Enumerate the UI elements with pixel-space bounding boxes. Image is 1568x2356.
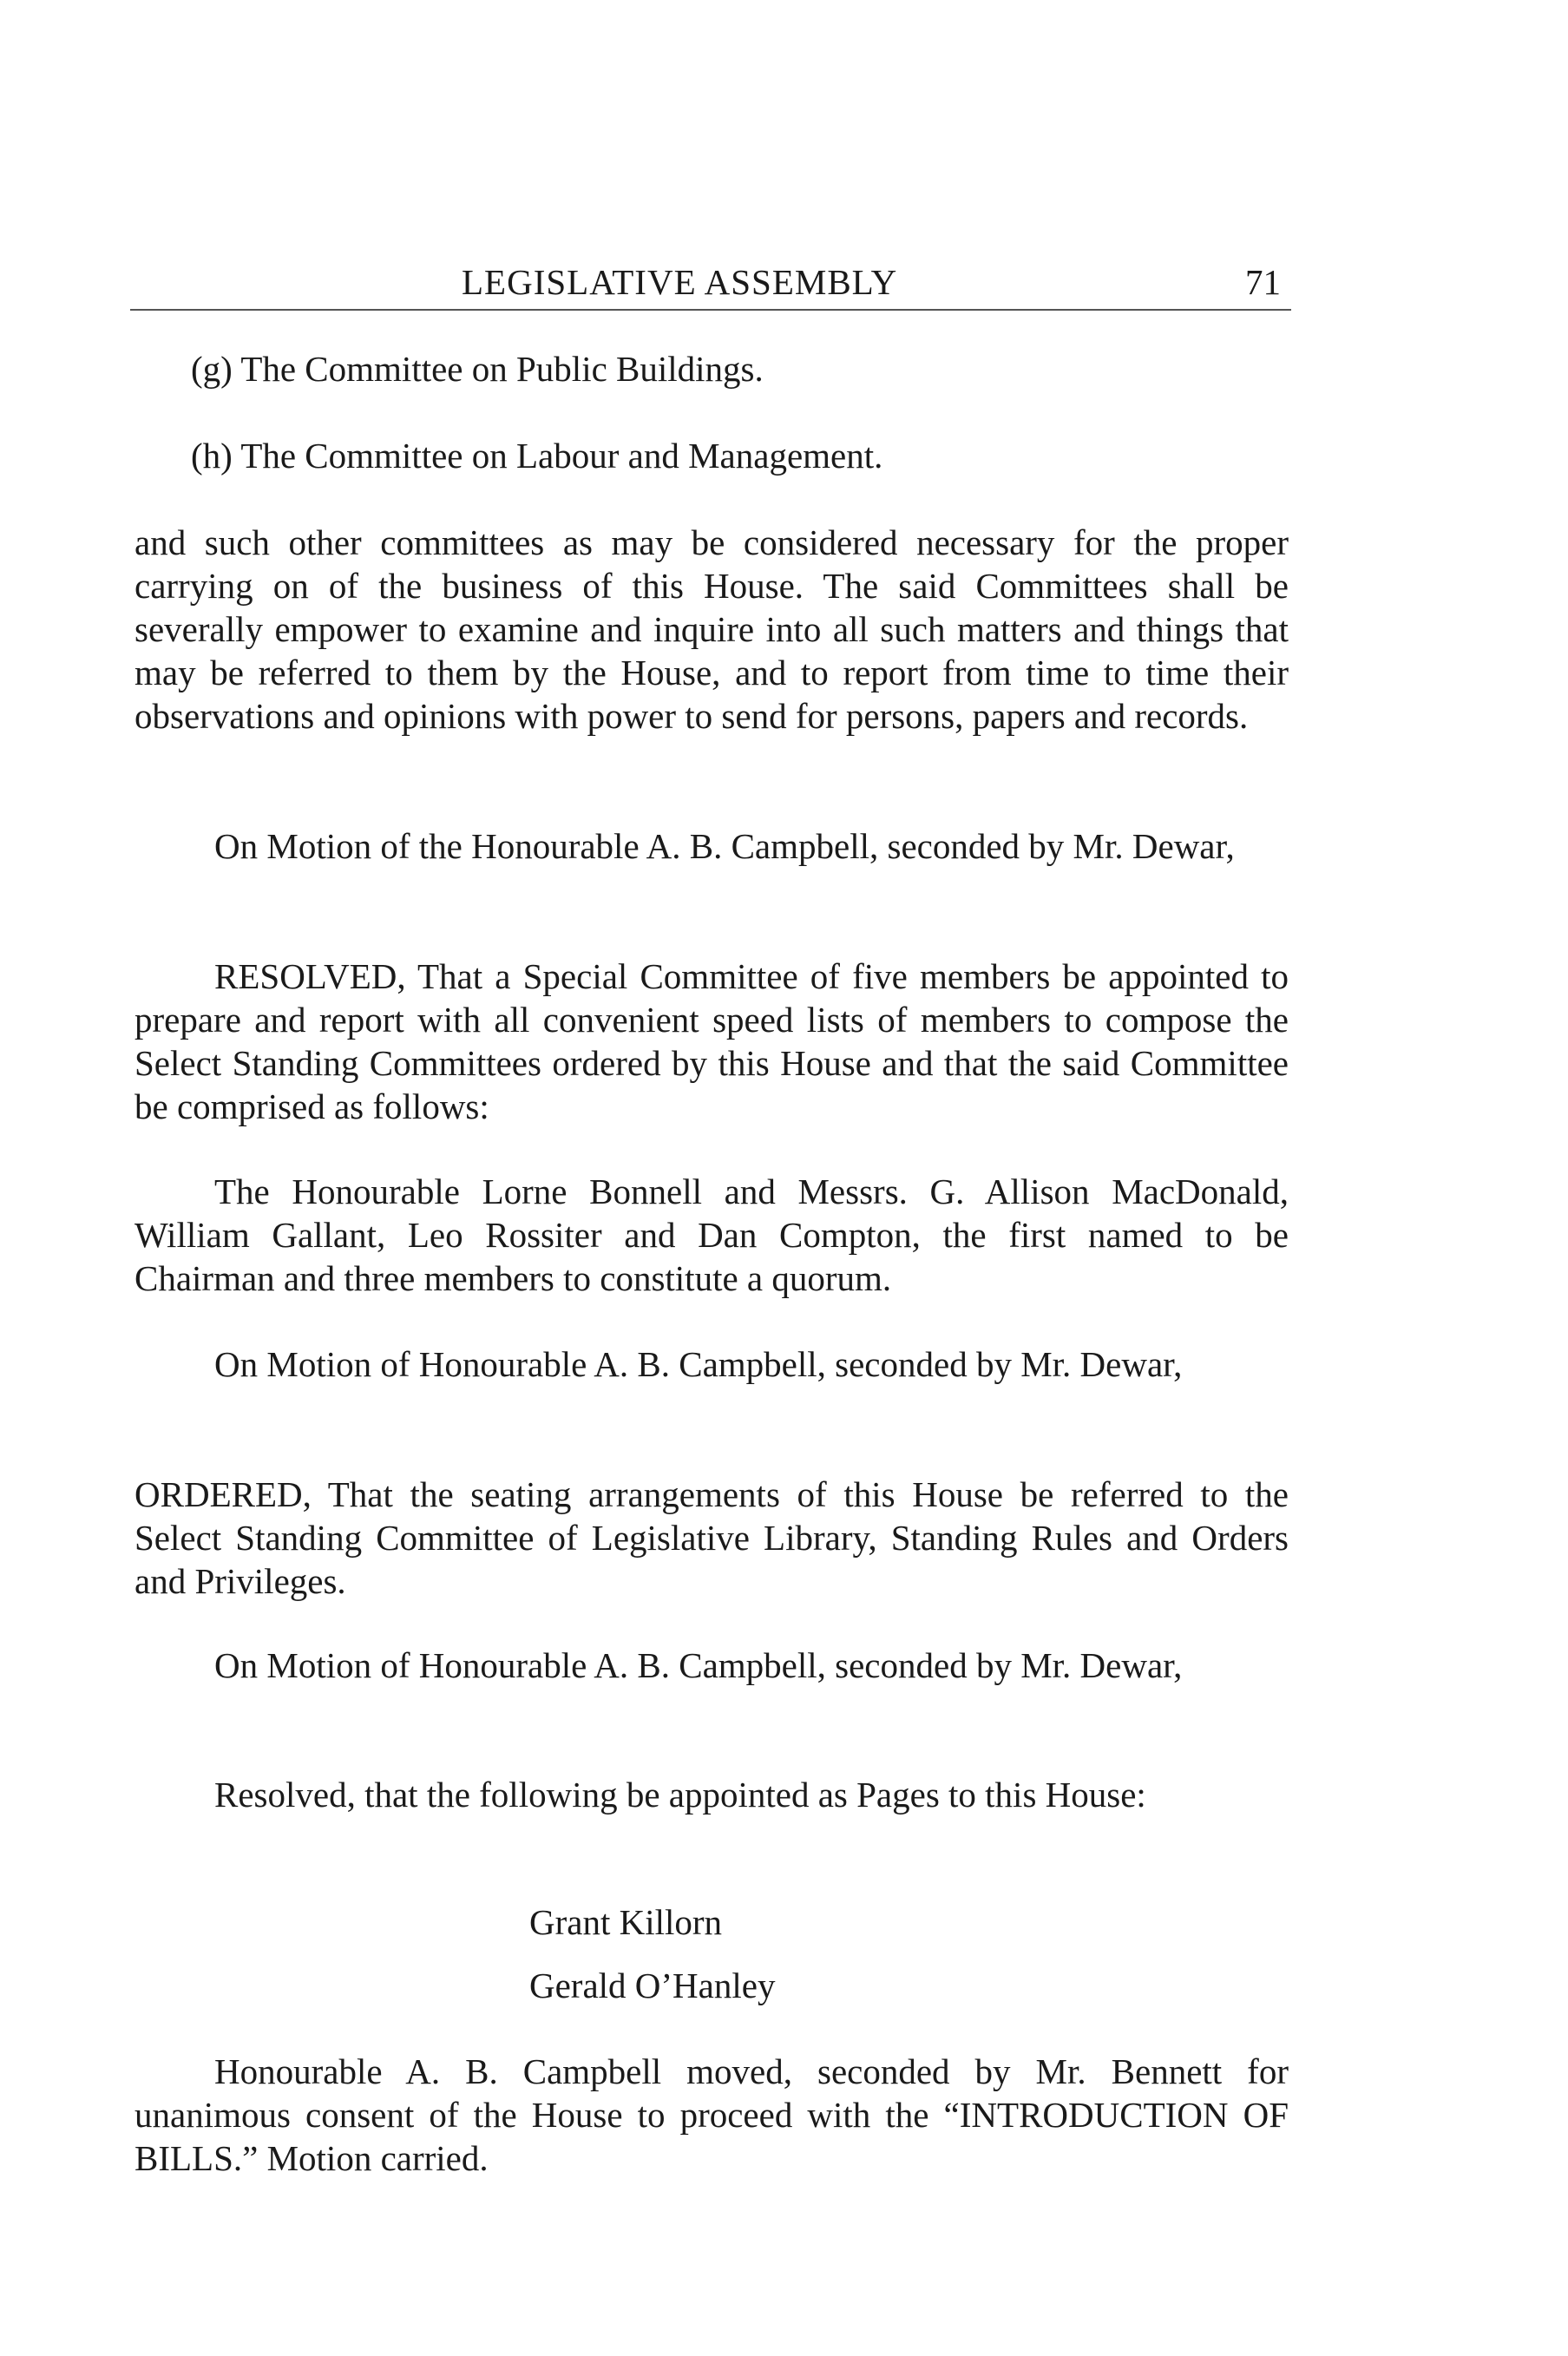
page-name-1: Grant Killorn (529, 1902, 723, 1942)
committee-members-paragraph: The Honourable Lorne Bonnell and Messrs. G. Allison MacDonald, William Gallant, Leo Rossiter and Dan Compton, the first named to be Chairman and three members to constitute a quorum. (134, 1171, 1289, 1298)
running-title: LEGISLATIVE ASSEMBLY (462, 262, 898, 302)
ordered-paragraph: ORDERED, That the seating arrangements of this House be referred to the Select Standing Committee of Legislative Library, Standing Rules and Orders and Privileges. (134, 1474, 1289, 1601)
page-header (130, 253, 1291, 311)
list-item-h: (h) The Committee on Labour and Management. (191, 436, 883, 476)
motion-paragraph-3: On Motion of Honourable A. B. Campbell, seconded by Mr. Dewar, (214, 1645, 1183, 1685)
motion-paragraph-2: On Motion of Honourable A. B. Campbell, seconded by Mr. Dewar, (214, 1344, 1183, 1384)
resolved-paragraph: RESOLVED, That a Special Committee of five members be appointed to prepare and report with all convenient speed lists of members to compose the Select Standing Committees ordered by this House and that the said Committee be comprised as follows: (134, 956, 1289, 1126)
committees-paragraph: and such other committees as may be considered necessary for the proper carrying on of the business of this House. The said Committees shall be severally empower to examine and inquire into all such matters and things that may be referred to them by the House, and to report from time to time their observations and opinions with power to send for persons, papers and records. (134, 522, 1289, 736)
page-name-2: Gerald O’Hanley (529, 1966, 776, 2005)
pages-resolution-paragraph: Resolved, that the following be appointed as Pages to this House: (214, 1775, 1146, 1815)
motion-paragraph-1: On Motion of the Honourable A. B. Campbell, seconded by Mr. Dewar, (214, 826, 1235, 866)
page-number: 71 (1245, 262, 1281, 302)
introduction-of-bills-paragraph: Honourable A. B. Campbell moved, seconded by Mr. Bennett for unanimous consent of the House to proceed with the “INTRODUCTION OF BILLS.” Motion carried. (134, 2051, 1289, 2178)
list-item-g: (g) The Committee on Public Buildings. (191, 349, 764, 389)
header-rule (130, 309, 1291, 311)
